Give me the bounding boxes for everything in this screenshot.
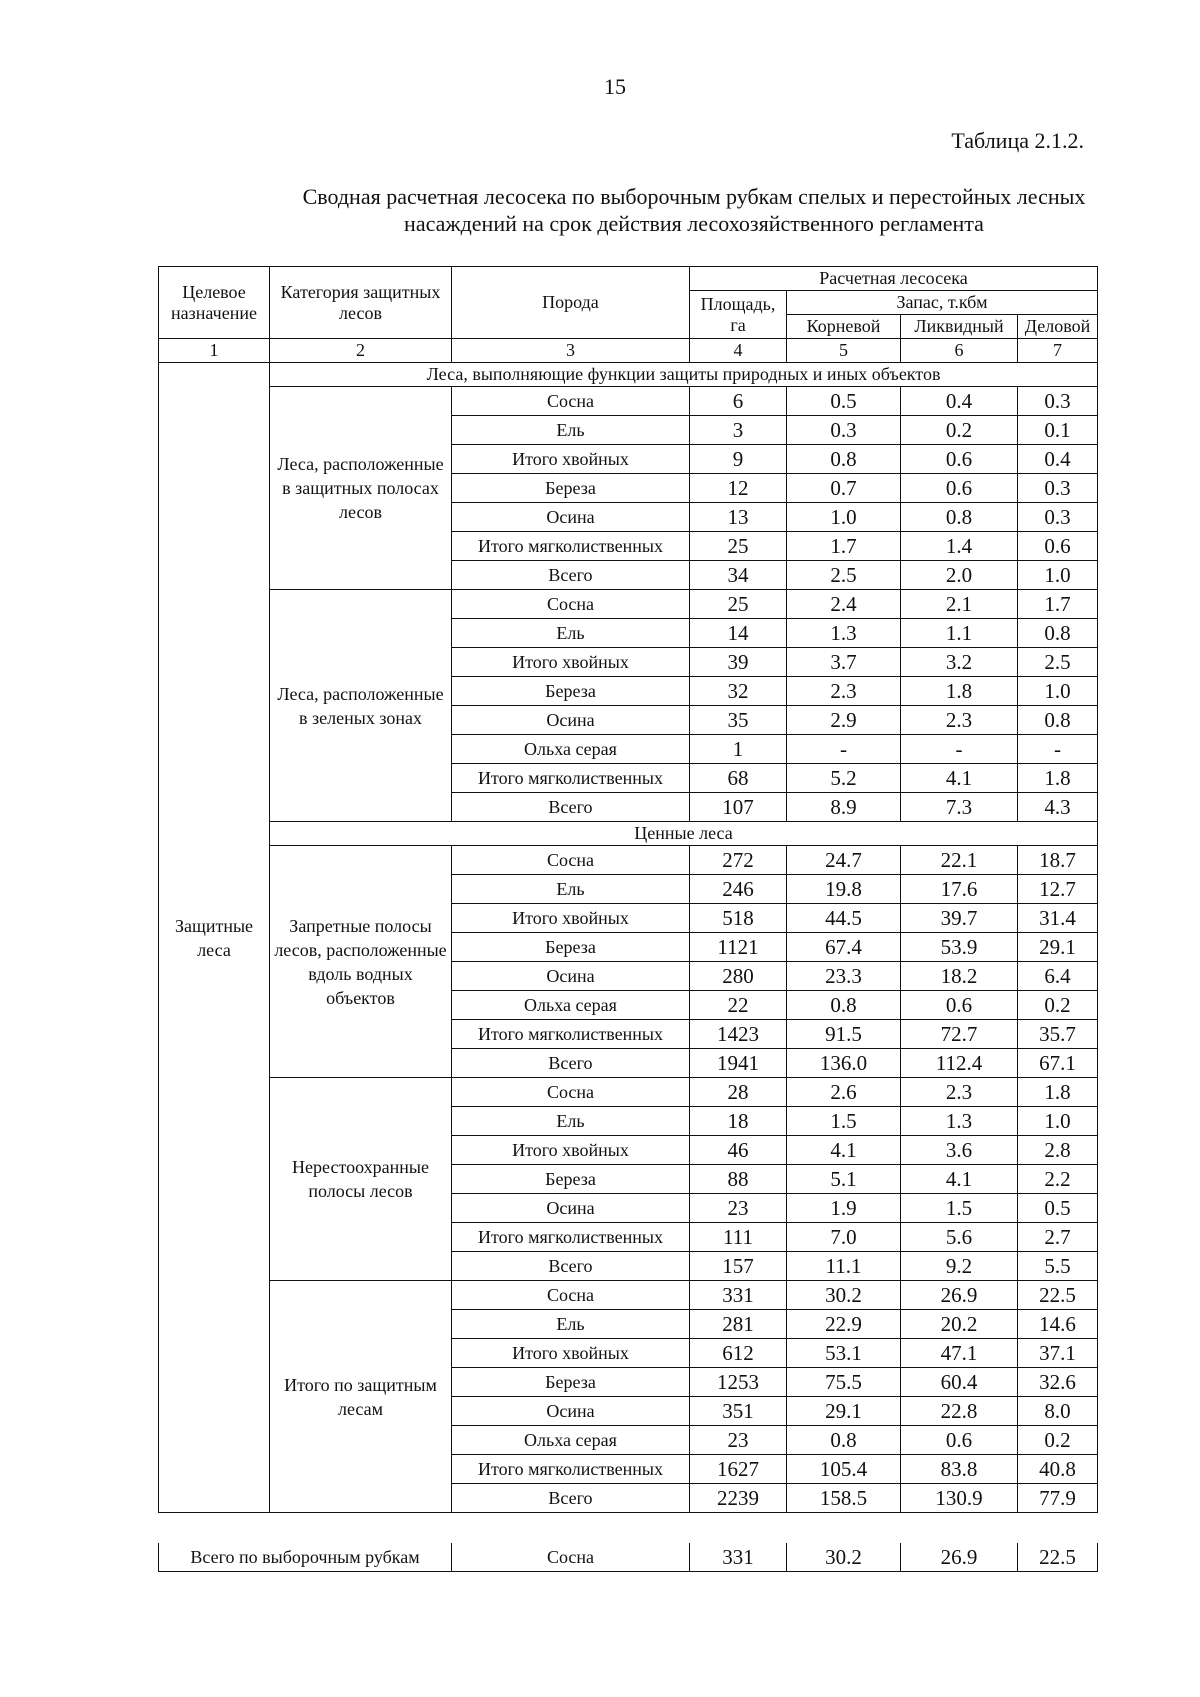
species-cell: Осина	[452, 706, 690, 735]
area-cell: 34	[690, 561, 787, 590]
species-cell: Итого хвойных	[452, 1136, 690, 1165]
purpose-cell: Защитные леса	[159, 363, 270, 1513]
area-cell: 1253	[690, 1368, 787, 1397]
business-cell: 1.0	[1018, 561, 1098, 590]
root-cell: 2.9	[787, 706, 901, 735]
root-cell: 8.9	[787, 793, 901, 822]
header-estimated-cut: Расчетная лесосека	[690, 267, 1098, 291]
liquid-cell: 60.4	[901, 1368, 1018, 1397]
root-cell: 2.5	[787, 561, 901, 590]
summary-table	[158, 1543, 1098, 1572]
business-cell: 0.1	[1018, 416, 1098, 445]
business-cell: 29.1	[1018, 933, 1098, 962]
species-cell: Всего	[452, 1049, 690, 1078]
root-cell: 1.0	[787, 503, 901, 532]
species-cell: Всего	[452, 1484, 690, 1513]
root-cell: 7.0	[787, 1223, 901, 1252]
species-cell: Ель	[452, 619, 690, 648]
table-label: Таблица 2.1.2.	[951, 128, 1084, 153]
header-root: Корневой	[787, 315, 901, 339]
species-cell: Ольха серая	[452, 1426, 690, 1455]
liquid-cell: 4.1	[901, 764, 1018, 793]
summary-area: 331	[690, 1543, 787, 1572]
liquid-cell: 2.0	[901, 561, 1018, 590]
business-cell: 0.5	[1018, 1194, 1098, 1223]
species-cell: Ольха серая	[452, 991, 690, 1020]
area-cell: 23	[690, 1426, 787, 1455]
col-number: 4	[690, 339, 787, 363]
species-cell: Сосна	[452, 1078, 690, 1107]
root-cell: 23.3	[787, 962, 901, 991]
section-title: Ценные леса	[270, 822, 1098, 846]
root-cell: 75.5	[787, 1368, 901, 1397]
area-cell: 28	[690, 1078, 787, 1107]
species-cell: Сосна	[452, 590, 690, 619]
business-cell: 0.6	[1018, 532, 1098, 561]
species-cell: Сосна	[452, 387, 690, 416]
liquid-cell: 0.8	[901, 503, 1018, 532]
liquid-cell: 112.4	[901, 1049, 1018, 1078]
table-row	[159, 387, 1098, 416]
liquid-cell: 20.2	[901, 1310, 1018, 1339]
area-cell: 9	[690, 445, 787, 474]
business-cell: 1.0	[1018, 1107, 1098, 1136]
area-cell: 39	[690, 648, 787, 677]
species-cell: Итого мягколиственных	[452, 1020, 690, 1049]
species-cell: Итого мягколиственных	[452, 532, 690, 561]
species-cell: Итого хвойных	[452, 648, 690, 677]
species-cell: Сосна	[452, 1281, 690, 1310]
liquid-cell: 1.4	[901, 532, 1018, 561]
root-cell: 4.1	[787, 1136, 901, 1165]
business-cell: 8.0	[1018, 1397, 1098, 1426]
summary-root: 30.2	[787, 1543, 901, 1572]
species-cell: Береза	[452, 933, 690, 962]
liquid-cell: 0.6	[901, 474, 1018, 503]
business-cell: 0.3	[1018, 474, 1098, 503]
liquid-cell: -	[901, 735, 1018, 764]
business-cell: 32.6	[1018, 1368, 1098, 1397]
col-number: 1	[159, 339, 270, 363]
species-cell: Береза	[452, 677, 690, 706]
area-cell: 32	[690, 677, 787, 706]
liquid-cell: 17.6	[901, 875, 1018, 904]
root-cell: 0.8	[787, 1426, 901, 1455]
root-cell: 1.9	[787, 1194, 901, 1223]
root-cell: 158.5	[787, 1484, 901, 1513]
area-cell: 2239	[690, 1484, 787, 1513]
area-cell: 1627	[690, 1455, 787, 1484]
liquid-cell: 2.1	[901, 590, 1018, 619]
header-business: Деловой	[1018, 315, 1098, 339]
area-cell: 157	[690, 1252, 787, 1281]
table-row	[159, 1078, 1098, 1107]
business-cell: 2.2	[1018, 1165, 1098, 1194]
liquid-cell: 47.1	[901, 1339, 1018, 1368]
root-cell: 2.6	[787, 1078, 901, 1107]
area-cell: 1941	[690, 1049, 787, 1078]
liquid-cell: 5.6	[901, 1223, 1018, 1252]
species-cell: Всего	[452, 793, 690, 822]
root-cell: 2.4	[787, 590, 901, 619]
species-cell: Осина	[452, 1194, 690, 1223]
liquid-cell: 1.3	[901, 1107, 1018, 1136]
liquid-cell: 72.7	[901, 1020, 1018, 1049]
liquid-cell: 39.7	[901, 904, 1018, 933]
root-cell: 2.3	[787, 677, 901, 706]
document-title	[160, 183, 1200, 237]
root-cell: -	[787, 735, 901, 764]
liquid-cell: 0.6	[901, 991, 1018, 1020]
area-cell: 88	[690, 1165, 787, 1194]
business-cell: -	[1018, 735, 1098, 764]
root-cell: 53.1	[787, 1339, 901, 1368]
business-cell: 77.9	[1018, 1484, 1098, 1513]
category-cell: Нерестоохранные полосы лесов	[270, 1078, 452, 1281]
species-cell: Осина	[452, 962, 690, 991]
root-cell: 44.5	[787, 904, 901, 933]
area-cell: 14	[690, 619, 787, 648]
table-body	[159, 363, 1098, 1513]
header-liquid: Ликвидный	[901, 315, 1018, 339]
area-cell: 280	[690, 962, 787, 991]
liquid-cell: 2.3	[901, 1078, 1018, 1107]
col-number: 3	[452, 339, 690, 363]
business-cell: 0.8	[1018, 619, 1098, 648]
root-cell: 22.9	[787, 1310, 901, 1339]
root-cell: 0.5	[787, 387, 901, 416]
summary-liquid: 26.9	[901, 1543, 1018, 1572]
liquid-cell: 3.6	[901, 1136, 1018, 1165]
page-number: 15	[604, 74, 626, 99]
business-cell: 2.7	[1018, 1223, 1098, 1252]
summary-business: 22.5	[1018, 1543, 1098, 1572]
liquid-cell: 83.8	[901, 1455, 1018, 1484]
root-cell: 1.7	[787, 532, 901, 561]
liquid-cell: 130.9	[901, 1484, 1018, 1513]
root-cell: 105.4	[787, 1455, 901, 1484]
liquid-cell: 1.5	[901, 1194, 1018, 1223]
col-number: 6	[901, 339, 1018, 363]
area-cell: 46	[690, 1136, 787, 1165]
species-cell: Итого хвойных	[452, 904, 690, 933]
area-cell: 23	[690, 1194, 787, 1223]
business-cell: 31.4	[1018, 904, 1098, 933]
business-cell: 0.2	[1018, 1426, 1098, 1455]
area-cell: 246	[690, 875, 787, 904]
liquid-cell: 0.4	[901, 387, 1018, 416]
species-cell: Итого хвойных	[452, 445, 690, 474]
table-row	[159, 590, 1098, 619]
business-cell: 0.2	[1018, 991, 1098, 1020]
liquid-cell: 1.8	[901, 677, 1018, 706]
area-cell: 281	[690, 1310, 787, 1339]
species-cell: Осина	[452, 1397, 690, 1426]
root-cell: 91.5	[787, 1020, 901, 1049]
liquid-cell: 22.8	[901, 1397, 1018, 1426]
root-cell: 5.1	[787, 1165, 901, 1194]
business-cell: 1.0	[1018, 677, 1098, 706]
category-cell: Леса, расположенные в зеленых зонах	[270, 590, 452, 822]
species-cell: Ольха серая	[452, 735, 690, 764]
business-cell: 2.8	[1018, 1136, 1098, 1165]
area-cell: 22	[690, 991, 787, 1020]
business-cell: 0.3	[1018, 387, 1098, 416]
area-cell: 272	[690, 846, 787, 875]
liquid-cell: 1.1	[901, 619, 1018, 648]
header-category: Категория защитных лесов	[270, 267, 452, 339]
business-cell: 1.8	[1018, 1078, 1098, 1107]
business-cell: 14.6	[1018, 1310, 1098, 1339]
area-cell: 612	[690, 1339, 787, 1368]
species-cell: Итого мягколиственных	[452, 1455, 690, 1484]
root-cell: 29.1	[787, 1397, 901, 1426]
species-cell: Ель	[452, 416, 690, 445]
area-cell: 1	[690, 735, 787, 764]
category-cell: Леса, расположенные в защитных полосах лесов	[270, 387, 452, 590]
area-cell: 35	[690, 706, 787, 735]
root-cell: 1.5	[787, 1107, 901, 1136]
business-cell: 22.5	[1018, 1281, 1098, 1310]
area-cell: 68	[690, 764, 787, 793]
header-species: Порода	[452, 267, 690, 339]
species-cell: Береза	[452, 474, 690, 503]
species-cell: Всего	[452, 561, 690, 590]
root-cell: 0.8	[787, 445, 901, 474]
root-cell: 1.3	[787, 619, 901, 648]
liquid-cell: 4.1	[901, 1165, 1018, 1194]
business-cell: 1.7	[1018, 590, 1098, 619]
business-cell: 18.7	[1018, 846, 1098, 875]
business-cell: 0.8	[1018, 706, 1098, 735]
area-cell: 351	[690, 1397, 787, 1426]
species-cell: Итого мягколиственных	[452, 764, 690, 793]
area-cell: 6	[690, 387, 787, 416]
business-cell: 37.1	[1018, 1339, 1098, 1368]
species-cell: Ель	[452, 875, 690, 904]
liquid-cell: 7.3	[901, 793, 1018, 822]
area-cell: 13	[690, 503, 787, 532]
business-cell: 6.4	[1018, 962, 1098, 991]
liquid-cell: 2.3	[901, 706, 1018, 735]
area-cell: 1423	[690, 1020, 787, 1049]
area-cell: 107	[690, 793, 787, 822]
species-cell: Сосна	[452, 846, 690, 875]
liquid-cell: 0.2	[901, 416, 1018, 445]
liquid-cell: 3.2	[901, 648, 1018, 677]
business-cell: 12.7	[1018, 875, 1098, 904]
category-cell: Запретные полосы лесов, расположенные вдоль водных объектов	[270, 846, 452, 1078]
business-cell: 40.8	[1018, 1455, 1098, 1484]
title-line: насаждений на срок действия лесохозяйственного регламента	[404, 211, 984, 236]
liquid-cell: 18.2	[901, 962, 1018, 991]
liquid-cell: 53.9	[901, 933, 1018, 962]
section-row	[159, 822, 1098, 846]
root-cell: 136.0	[787, 1049, 901, 1078]
root-cell: 24.7	[787, 846, 901, 875]
business-cell: 2.5	[1018, 648, 1098, 677]
liquid-cell: 26.9	[901, 1281, 1018, 1310]
area-cell: 12	[690, 474, 787, 503]
root-cell: 30.2	[787, 1281, 901, 1310]
species-cell: Береза	[452, 1165, 690, 1194]
summary-label: Всего по выборочным рубкам	[159, 1543, 452, 1572]
business-cell: 5.5	[1018, 1252, 1098, 1281]
species-cell: Ель	[452, 1107, 690, 1136]
root-cell: 5.2	[787, 764, 901, 793]
species-cell: Береза	[452, 1368, 690, 1397]
root-cell: 19.8	[787, 875, 901, 904]
category-cell: Итого по защитным лесам	[270, 1281, 452, 1513]
area-cell: 1121	[690, 933, 787, 962]
col-number: 7	[1018, 339, 1098, 363]
area-cell: 111	[690, 1223, 787, 1252]
business-cell: 67.1	[1018, 1049, 1098, 1078]
area-cell: 331	[690, 1281, 787, 1310]
area-cell: 25	[690, 590, 787, 619]
col-number: 2	[270, 339, 452, 363]
species-cell: Итого хвойных	[452, 1339, 690, 1368]
liquid-cell: 22.1	[901, 846, 1018, 875]
title-line: Сводная расчетная лесосека по выборочным рубкам спелых и перестойных лесных	[302, 184, 1086, 209]
root-cell: 67.4	[787, 933, 901, 962]
business-cell: 1.8	[1018, 764, 1098, 793]
col-number: 5	[787, 339, 901, 363]
species-cell: Итого мягколиственных	[452, 1223, 690, 1252]
area-cell: 518	[690, 904, 787, 933]
section-title: Леса, выполняющие функции защиты природных и иных объектов	[270, 363, 1098, 387]
estimated-cut-table	[158, 266, 1098, 1513]
root-cell: 0.3	[787, 416, 901, 445]
business-cell: 0.3	[1018, 503, 1098, 532]
table-row	[159, 846, 1098, 875]
area-cell: 25	[690, 532, 787, 561]
root-cell: 0.7	[787, 474, 901, 503]
section-row	[159, 363, 1098, 387]
header-stock: Запас, т.кбм	[787, 291, 1098, 315]
root-cell: 11.1	[787, 1252, 901, 1281]
liquid-cell: 9.2	[901, 1252, 1018, 1281]
header-area: Площадь, га	[690, 291, 787, 339]
business-cell: 4.3	[1018, 793, 1098, 822]
summary-species: Сосна	[452, 1543, 690, 1572]
species-cell: Всего	[452, 1252, 690, 1281]
liquid-cell: 0.6	[901, 1426, 1018, 1455]
root-cell: 0.8	[787, 991, 901, 1020]
header-purpose: Целевое назначение	[159, 267, 270, 339]
species-cell: Ель	[452, 1310, 690, 1339]
area-cell: 3	[690, 416, 787, 445]
business-cell: 0.4	[1018, 445, 1098, 474]
table-row	[159, 1281, 1098, 1310]
species-cell: Осина	[452, 503, 690, 532]
root-cell: 3.7	[787, 648, 901, 677]
business-cell: 35.7	[1018, 1020, 1098, 1049]
area-cell: 18	[690, 1107, 787, 1136]
liquid-cell: 0.6	[901, 445, 1018, 474]
